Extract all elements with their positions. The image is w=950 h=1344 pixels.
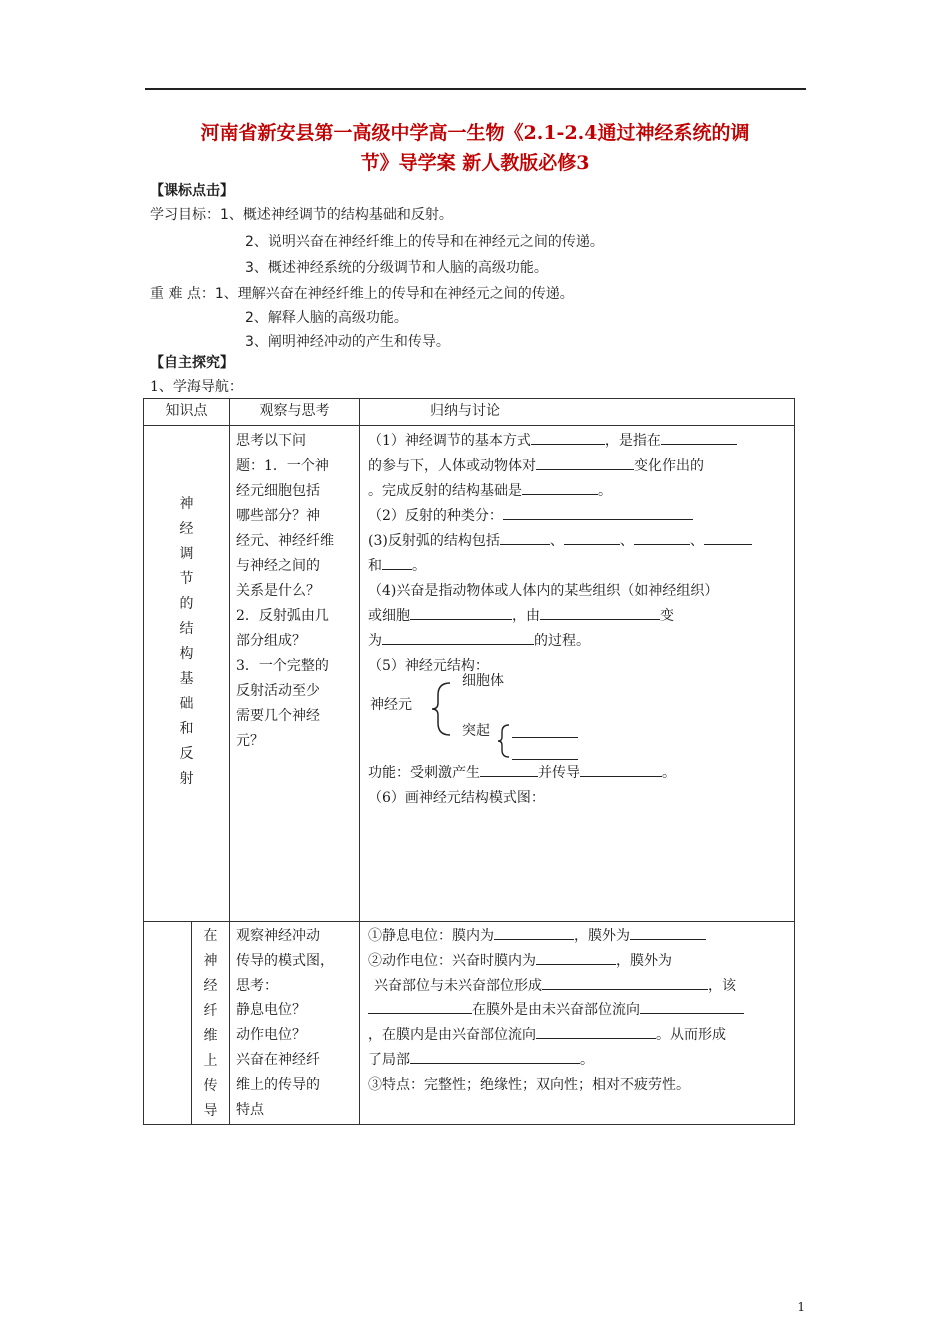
think-line: 思考： [236, 977, 278, 994]
think-line: 元？ [236, 733, 264, 749]
topic-char: 和 [179, 721, 194, 737]
think-line: 需要几个神经 [236, 708, 320, 724]
think-line: 观察神经冲动 [236, 928, 320, 944]
think-line: 特点 [236, 1101, 264, 1118]
local-current-line-4: 了局部 。 [368, 1048, 788, 1073]
difficulty-2: 2、解释人脑的高级功能。 [245, 310, 408, 326]
cell-body-label: 细胞体 [462, 673, 504, 689]
topic-char: 基 [179, 671, 194, 687]
difficulty-3: 3、阐明神经冲动的产生和传导。 [245, 334, 450, 350]
header-summary: 归纳与讨论 [360, 399, 795, 426]
topic-char: 构 [179, 646, 194, 662]
features-line: ③特点：完整性；绝缘性；双向性；相对不疲劳性。 [368, 1076, 690, 1093]
think-line: 动作电位？ [236, 1027, 306, 1044]
function-line: 功能：受刺激产生 并传导 。 [368, 761, 788, 786]
topic-char: 节 [179, 571, 194, 587]
topic-char: 的 [179, 596, 194, 612]
objective-3: 3、概述神经系统的分级调节和人脑的高级功能。 [245, 260, 548, 276]
conduction-char: 维 [203, 1028, 218, 1044]
sub-heading: 1、学海导航： [150, 379, 243, 395]
difficulty-1: 重 难 点：1、理解兴奋在神经纤维上的传导和在神经元之间的传递。 [150, 286, 574, 302]
topic-vertical-text [144, 426, 229, 792]
think-line: 题：1．一个神 [236, 458, 329, 474]
topic-char: 神 [179, 496, 194, 512]
conduction-char: 传 [203, 1078, 218, 1094]
local-current-line-1: 兴奋部位与未兴奋部位形成 ，该 [368, 974, 788, 999]
topic-char: 反 [179, 746, 194, 762]
local-current-line-2: 在膜外是由未兴奋部位流向 [368, 998, 788, 1023]
topic-char: 调 [179, 546, 194, 562]
conduction-char: 经 [203, 978, 218, 994]
page-number: 1 [797, 1300, 805, 1314]
title-line-1: 河南省新安县第一高级中学高一生物《2.1-2.4通过神经系统的调 [200, 122, 750, 144]
q3-line-1: (3)反射弧的结构包括 、 、 、 [368, 529, 788, 554]
q1-line-3: 。完成反射的结构基础是 。 [368, 479, 788, 504]
topic-cell-2 [192, 922, 230, 1125]
topic-cell-1 [144, 426, 230, 922]
topic-char: 射 [179, 771, 194, 787]
think-text-1 [230, 426, 359, 757]
resting-line: ①静息电位：膜内为 ，膜外为 [368, 924, 788, 949]
conduction-vertical-text [192, 922, 229, 1124]
q4-line-1: （4)兴奋是指动物体或人体内的某些组织（如神经组织） [368, 583, 719, 599]
think-line: 思考以下问 [236, 433, 306, 449]
header-knowledge: 知识点 [144, 399, 230, 426]
table-header-row [144, 399, 795, 426]
table-row-structure [144, 426, 795, 922]
conduction-char: 神 [203, 953, 218, 969]
header-observe: 观察与思考 [230, 399, 360, 426]
think-line: 关系是什么？ [236, 583, 320, 599]
think-line: 部分组成？ [236, 633, 306, 649]
topic-char: 经 [179, 521, 194, 537]
section-heading-curriculum: 【课标点击】 [150, 183, 234, 199]
think-cell-1 [230, 426, 360, 922]
process-blank-2 [512, 745, 578, 760]
process-brace-icon [496, 723, 512, 759]
topic-char: 结 [179, 621, 194, 637]
neuron-diagram [368, 673, 788, 761]
q5-line: （5）神经元结构： [368, 658, 489, 674]
q6-line: （6）画神经元结构模式图： [368, 790, 545, 806]
action-line: ②动作电位：兴奋时膜内为 ，膜外为 [368, 949, 788, 974]
q1-line-2: 的参与下，人体或动物体对 变化作出的 [368, 454, 788, 479]
q4-line-3: 为 的过程。 [368, 629, 788, 654]
conduction-char: 在 [203, 928, 218, 944]
think-line: 兴奋在神经纤 [236, 1051, 320, 1068]
q3-line-2: 和 。 [368, 554, 788, 579]
think-text-2 [230, 922, 359, 1124]
q1-line-1: （1）神经调节的基本方式 ，是指在 [368, 429, 788, 454]
study-table [143, 398, 795, 1125]
think-line: 3．一个完整的 [236, 658, 329, 674]
conduction-char: 上 [203, 1053, 218, 1069]
summary-cell-1 [360, 426, 795, 922]
neuron-label: 神经元 [370, 697, 412, 713]
conduction-char: 纤 [203, 1003, 218, 1019]
q2-line: （2）反射的种类分： [368, 504, 788, 529]
think-line: 静息电位？ [236, 1002, 306, 1019]
topic-char: 础 [179, 696, 194, 712]
think-line: 与神经之间的 [236, 558, 320, 574]
page-title [140, 118, 810, 178]
summary-cell-2 [360, 922, 795, 1125]
think-line: 哪些部分？神 [236, 508, 320, 524]
process-label: 突起 [462, 723, 490, 739]
q4-line-2: 或细胞 ，由 变 [368, 604, 788, 629]
objective-2: 2、说明兴奋在神经纤维上的传导和在神经元之间的传递。 [245, 234, 604, 250]
think-line: 反射活动至少 [236, 683, 320, 699]
neuron-brace-icon [428, 679, 458, 739]
think-cell-2 [230, 922, 360, 1125]
table-row-conduction [144, 922, 795, 1125]
think-line: 维上的传导的 [236, 1076, 320, 1093]
empty-cell [144, 922, 192, 1125]
top-rule [145, 88, 806, 90]
think-line: 2．反射弧由几 [236, 608, 329, 624]
process-blank-1 [512, 723, 578, 738]
conduction-char: 导 [203, 1103, 218, 1119]
objective-1: 学习目标：1、概述神经调节的结构基础和反射。 [150, 207, 453, 223]
local-current-line-3: ，在膜内是由兴奋部位流向 。从而形成 [368, 1023, 788, 1048]
section-heading-inquiry: 【自主探究】 [150, 355, 234, 371]
title-line-2: 节》导学案 新人教版必修3 [360, 152, 590, 174]
think-line: 经元细胞包括 [236, 483, 320, 499]
think-line: 传导的模式图， [236, 952, 334, 969]
think-line: 经元、神经纤维 [236, 533, 334, 549]
